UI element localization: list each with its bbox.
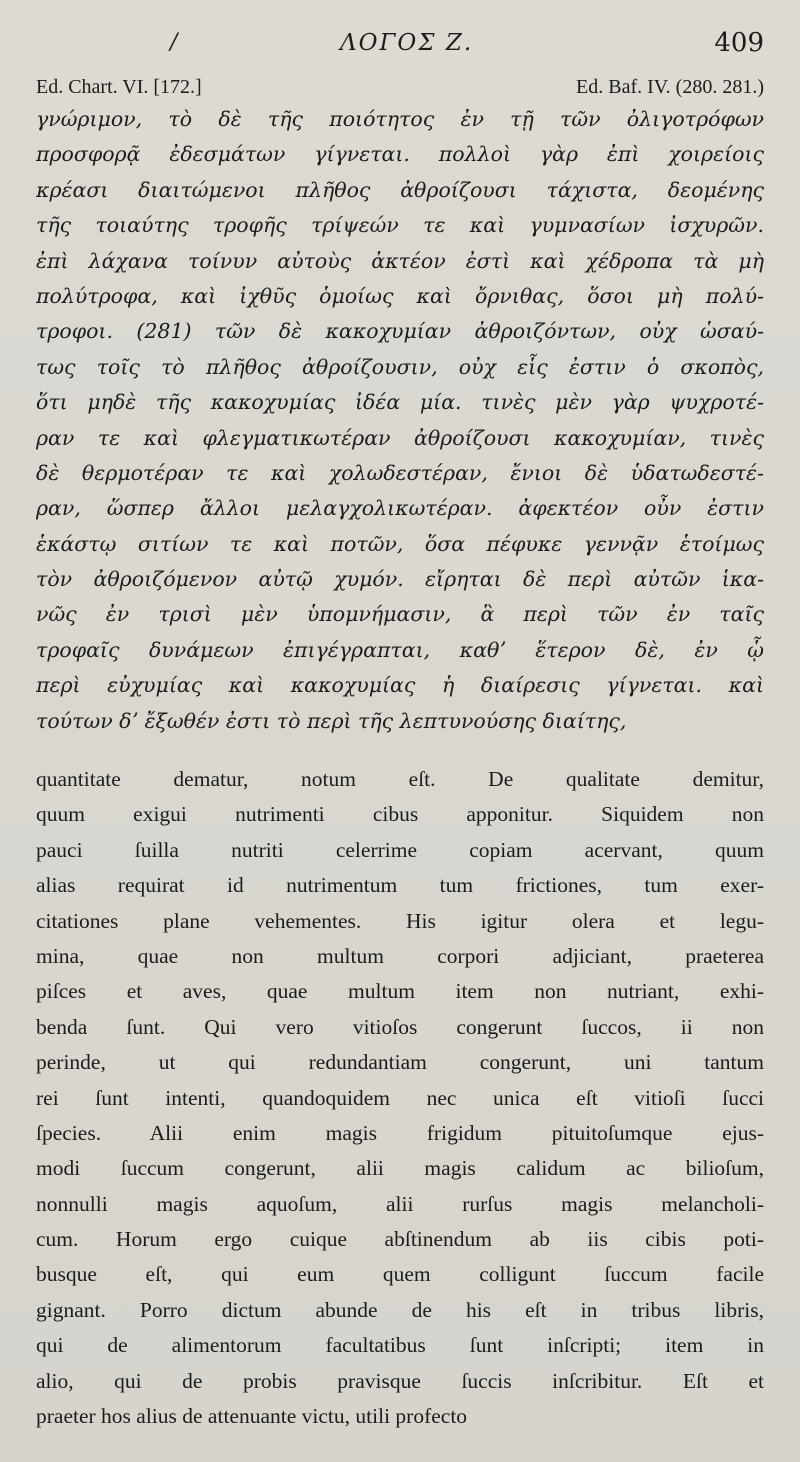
latin-text-line: modi ſuccum congerunt, alii magis calidum ac bilioſum, — [36, 1156, 764, 1181]
running-head — [0, 26, 800, 66]
greek-text-line: κρέασι διαιτώμενοι πλῆθος ἀθροίζουσι τάχιστα, δεομένης — [36, 177, 764, 202]
latin-text-line: quantitate dematur, notum eſt. De qualitate demitur, — [36, 767, 764, 791]
greek-text-line: δὲ θερμοτέραν τε καὶ χολωδεστέραν, ἔνιοι δὲ ὑδατωδεστέ- — [36, 460, 764, 485]
greek-text-line: ἐπὶ λάχανα τοίνυν αὐτοὺς ἀκτέον ἐστὶ καὶ χέδροπα τὰ μὴ — [36, 248, 764, 273]
margin-mark: / — [170, 30, 178, 55]
latin-text-line: citationes plane vehementes. His igitur olera et legu- — [36, 908, 764, 933]
latin-text-line: benda ſunt. Qui vero vitioſos congerunt ſuccos, ii non — [36, 1014, 764, 1039]
greek-text-block — [36, 102, 764, 739]
greek-text-line: ραν, ὥσπερ ἄλλοι μελαγχολικωτέραν. ἀφεκτέον οὖν ἐστιν — [36, 496, 764, 521]
latin-text-line: perinde, ut qui redundantiam congerunt, uni tantum — [36, 1050, 764, 1075]
greek-text-line: τροφαῖς δυνάμεων ἐπιγέγραπται, καθʼ ἕτερον δὲ, ἐν ᾧ — [36, 637, 764, 662]
latin-text-block — [36, 762, 764, 1434]
running-title: ΛΟΓΟΣ Ζ. — [340, 30, 474, 56]
greek-text-line: τῆς τοιαύτης τροφῆς τρίψεών τε καὶ γυμνασίων ἰσχυρῶν. — [36, 213, 764, 238]
greek-text-line: περὶ εὐχυμίας καὶ κακοχυμίας ἡ διαίρεσις γίγνεται. καὶ — [36, 673, 764, 698]
greek-text-line: ἑκάστῳ σιτίων τε καὶ ποτῶν, ὅσα πέφυκε γεννᾷν ἑτοίμως — [36, 531, 764, 556]
latin-text-line: pauci ſuilla nutriti celerrime copiam acervant, quum — [36, 837, 764, 862]
latin-text-line: praeter hos alius de attenuante victu, utili profecto — [36, 1404, 468, 1429]
greek-text-line: πολύτροφα, καὶ ἰχθῦς ὁμοίως καὶ ὄρνιθας, ὅσοι μὴ πολύ- — [36, 283, 764, 308]
greek-text-line: γνώριμον, τὸ δὲ τῆς ποιότητος ἐν τῇ τῶν ὀλιγοτρόφων — [36, 107, 764, 131]
edition-chart-reference: Ed. Chart. VI. [172.] — [36, 76, 202, 98]
latin-text-line: qui de alimentorum facultatibus ſunt inſcripti; item in — [36, 1333, 764, 1358]
greek-text-line: τούτων δʼ ἔξωθέν ἐστι τὸ περὶ τῆς λεπτυνούσης διαίτης, — [36, 708, 627, 733]
greek-text-line: τροφοι. (281) τῶν δὲ κακοχυμίαν ἀθροιζόντων, οὐχ ὡσαύ- — [36, 319, 764, 344]
edition-references — [36, 76, 764, 102]
edition-basel-reference: Ed. Baf. IV. (280. 281.) — [576, 76, 764, 98]
latin-text-line: mina, quae non multum corpori adjiciant, praeterea — [36, 943, 764, 968]
page-number: 409 — [714, 28, 764, 58]
latin-text-line: nonnulli magis aquoſum, alii rurſus magis melancholi- — [36, 1191, 764, 1216]
latin-text-line: rei ſunt intenti, quandoquidem nec unica eſt vitioſi ſucci — [36, 1085, 764, 1110]
greek-text-line: προσφορᾷ ἐδεσμάτων γίγνεται. πολλοὶ γὰρ ἐπὶ χοιρείοις — [36, 142, 764, 167]
latin-text-line: quum exigui nutrimenti cibus apponitur. Siquidem non — [36, 802, 764, 827]
greek-text-line: τὸν ἀθροιζόμενον αὐτῷ χυμόν. εἴρηται δὲ περὶ αὐτῶν ἱκα- — [36, 567, 764, 592]
greek-text-line: ραν τε καὶ φλεγματικωτέραν ἀθροίζουσι κακοχυμίαν, τινὲς — [36, 425, 764, 450]
latin-text-line: piſces et aves, quae multum item non nutriant, exhi- — [36, 979, 764, 1004]
latin-text-line: cum. Horum ergo cuique abſtinendum ab iis cibis poti- — [36, 1227, 764, 1252]
greek-text-line: τως τοῖς τὸ πλῆθος ἀθροίζουσιν, οὐχ εἷς ἐστιν ὁ σκοπὸς, — [36, 354, 764, 379]
latin-text-line: gignant. Porro dictum abunde de his eſt in tribus libris, — [36, 1297, 764, 1322]
latin-text-line: alias requirat id nutrimentum tum frictiones, tum exer- — [36, 873, 764, 898]
greek-text-line: νῶς ἐν τρισὶ μὲν ὑπομνήμασιν, ἃ περὶ τῶν ἐν ταῖς — [36, 602, 764, 627]
latin-text-line: alio, qui de probis pravisque ſuccis inſcribitur. Eſt et — [36, 1368, 764, 1393]
latin-text-line: busque eſt, qui eum quem colligunt ſuccum facile — [36, 1262, 764, 1287]
greek-text-line: ὅτι μηδὲ τῆς κακοχυμίας ἰδέα μία. τινὲς μὲν γὰρ ψυχροτέ- — [36, 390, 764, 415]
latin-text-line: ſpecies. Alii enim magis frigidum pituitoſumque ejus- — [36, 1120, 764, 1145]
